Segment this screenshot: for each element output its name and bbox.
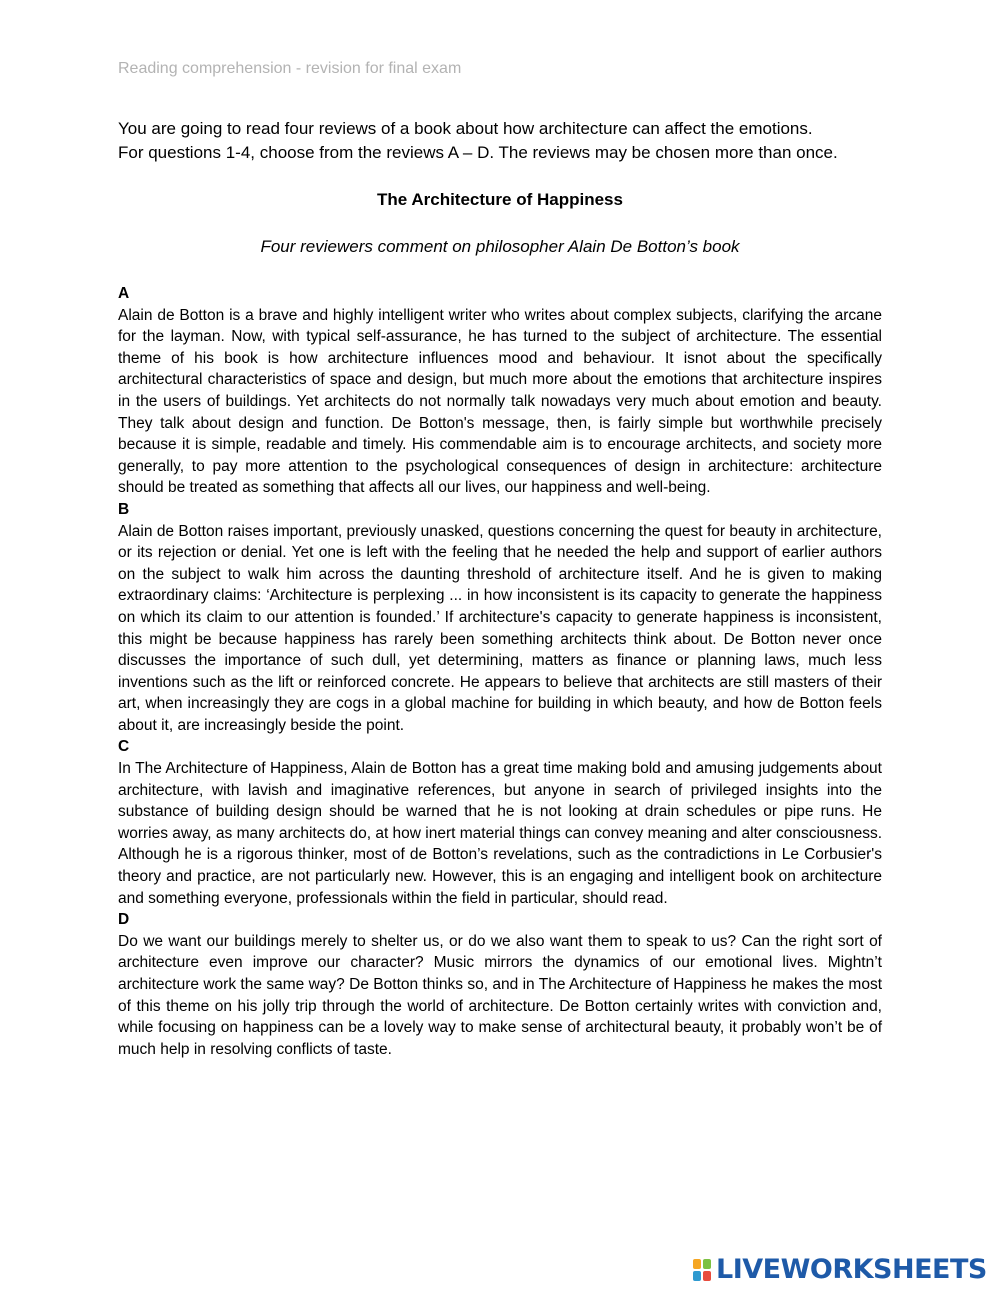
review-b [118, 499, 882, 737]
logo-tile [693, 1259, 701, 1269]
page-header: Reading comprehension - revision for final exam [118, 60, 462, 77]
logo-tile [703, 1259, 711, 1269]
reviews-list [118, 283, 882, 1060]
review-c [118, 736, 882, 909]
review-text: Alain de Botton raises important, previously unasked, questions concerning the quest for beauty in architecture, or its rejection or denial. Yet one is left with the feeling that he needed the help and support of earlier authors on the subject to walk him across the daunting threshold of architecture itself. And he is given to making extraordinary claims: ‘Architecture is perplexing ... in how inconsistent is its capacity to generate the happiness on which its claim to our attention is founded.’ If architecture's capacity to generate happiness is inconsistent, this might be because happiness has rarely been something architects think about. De Botton never once discusses the importance of such dull, yet determining, matters as finance or planning laws, much less inventions such as the lift or reinforced concrete. He appears to believe that architects are still masters of their art, when increasingly they are cogs in a global machine for building in which beauty, and how de Botton feels about it, are increasingly beside the point. [118, 522, 882, 734]
review-a [118, 283, 882, 499]
review-letter: C [118, 738, 130, 756]
logo-tile [703, 1271, 711, 1281]
instructions [118, 117, 908, 165]
review-text: In The Architecture of Happiness, Alain de Botton has a great time making bold and amusing judgements about architecture, with lavish and imaginative references, but anyone in search of privileged insights into the substance of building design should be warned that he is not looking at drain schedules or pipe runs. He worries away, as many architects do, at how inert material things can convey meaning and alter consciousness. Although he is a rigorous thinker, most of de Botton’s revelations, such as the contradictions in Le Corbusier's theory and practice, are not particularly new. However, this is an engaging and intelligent book on architecture and something everyone, professionals within the field in particular, should read. [118, 760, 882, 907]
liveworksheets-logo[interactable] [692, 1255, 987, 1285]
review-text: Alain de Botton is a brave and highly intelligent writer who writes about complex subjects, clarifying the arcane for the layman. Now, with typical self-assurance, he has turned to the subject of architecture. The essential theme of his book is how architecture influences mood and behaviour. It isnot about the specifically architectural characteristics of space and design, but much more about the emotions that architecture inspires in the users of buildings. Yet architects do not normally talk nowadays very much about emotion and beauty. They talk about design and function. De Botton's message, then, is fairly simple but worthwhile precisely because it is simple, readable and timely. His commendable aim is to encourage architects, and society more generally, to pay more attention to the psychological consequences of design in architecture: architecture should be treated as something that affects all our lives, our happiness and well-being. [118, 306, 882, 497]
liveworksheets-logo-icon [692, 1258, 712, 1282]
review-text: Do we want our buildings merely to shelter us, or do we also want them to speak to us? Can the right sort of architecture even improve our character? Music mirrors the dynamics of our emotional lives. Mightn’t architecture work the same way? De Botton thinks so, and in The Architecture of Happiness he makes the most of this theme on his jolly trip through the world of architecture. De Botton certainly writes with conviction and, while focusing on happiness can be a lovely way to make sense of architectural beauty, it probably won’t be of much help in resolving conflicts of taste. [118, 932, 882, 1058]
review-letter: B [118, 500, 130, 518]
logo-text: LIVEWORKSHEETS [716, 1254, 987, 1285]
review-letter: A [118, 285, 130, 302]
instructions-line-1: You are going to read four reviews of a book about how architecture can affect the emotions. [118, 119, 813, 138]
instructions-line-2: For questions 1-4, choose from the reviews A – D. The reviews may be chosen more than once. [118, 143, 838, 162]
article-title: The Architecture of Happiness [377, 190, 623, 209]
logo-tile [693, 1271, 701, 1281]
article-subtitle: Four reviewers comment on philosopher Alain De Botton’s book [260, 237, 740, 256]
review-d [118, 909, 882, 1060]
review-letter: D [118, 911, 130, 929]
